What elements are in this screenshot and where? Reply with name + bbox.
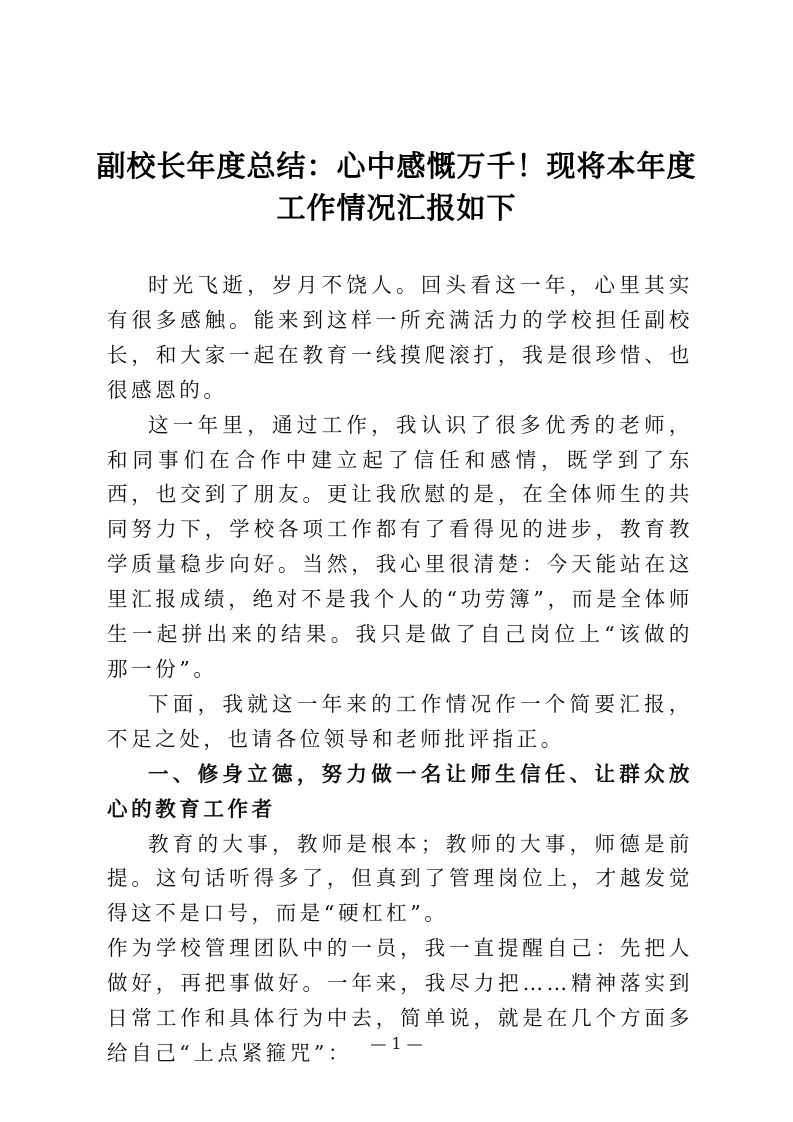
paragraph-reflection: 这一年里，通过工作，我认识了很多优秀的老师，和同事们在合作中建立起了信任和感情，既学到了东西，也交到了朋友。更让我欣慰的是，在全体师生的共同努力下，学校各项工作都有了看得见的进步，教育教学质量稳步向好。当然，我心里很清楚：今天能站在这里汇报成绩，绝对不是我个人的“功劳簿”，而是全体师生一起拼出来的结果。我只是做了自己岗位上“该做的那一份”。 — [107, 412, 693, 681]
paragraph-report-intro: 下面，我就这一年来的工作情况作一个简要汇报，不足之处，也请各位领导和老师批评指正。 — [107, 691, 693, 751]
paragraph-ethics: 教育的大事，教师是根本；教师的大事，师德是前提。这句话听得多了，但真到了管理岗位上，才越发觉得这不是口号，而是“硬杠杠”。 — [107, 831, 693, 926]
document-body — [107, 268, 693, 1071]
paragraph-management: 作为学校管理团队中的一员，我一直提醒自己：先把人做好，再把事做好。一年来，我尽力把……精神落实到日常工作和具体行为中去，简单说，就是在几个方面多给自己“上点紧箍咒”： — [107, 936, 693, 1065]
document-title: 副校长年度总结：心中感慨万千！现将本年度工作情况汇报如下 — [96, 149, 697, 225]
page-number: — 1 — — [370, 1034, 423, 1053]
section-heading-1: 一、修身立德，努力做一名让师生信任、让群众放心的教育工作者 — [107, 761, 693, 821]
paragraph-intro: 时光飞逝，岁月不饶人。回头看这一年，心里其实有很多感触。能来到这样一所充满活力的学校担任副校长，和大家一起在教育一线摸爬滚打，我是很珍惜、也很感恩的。 — [107, 273, 693, 402]
